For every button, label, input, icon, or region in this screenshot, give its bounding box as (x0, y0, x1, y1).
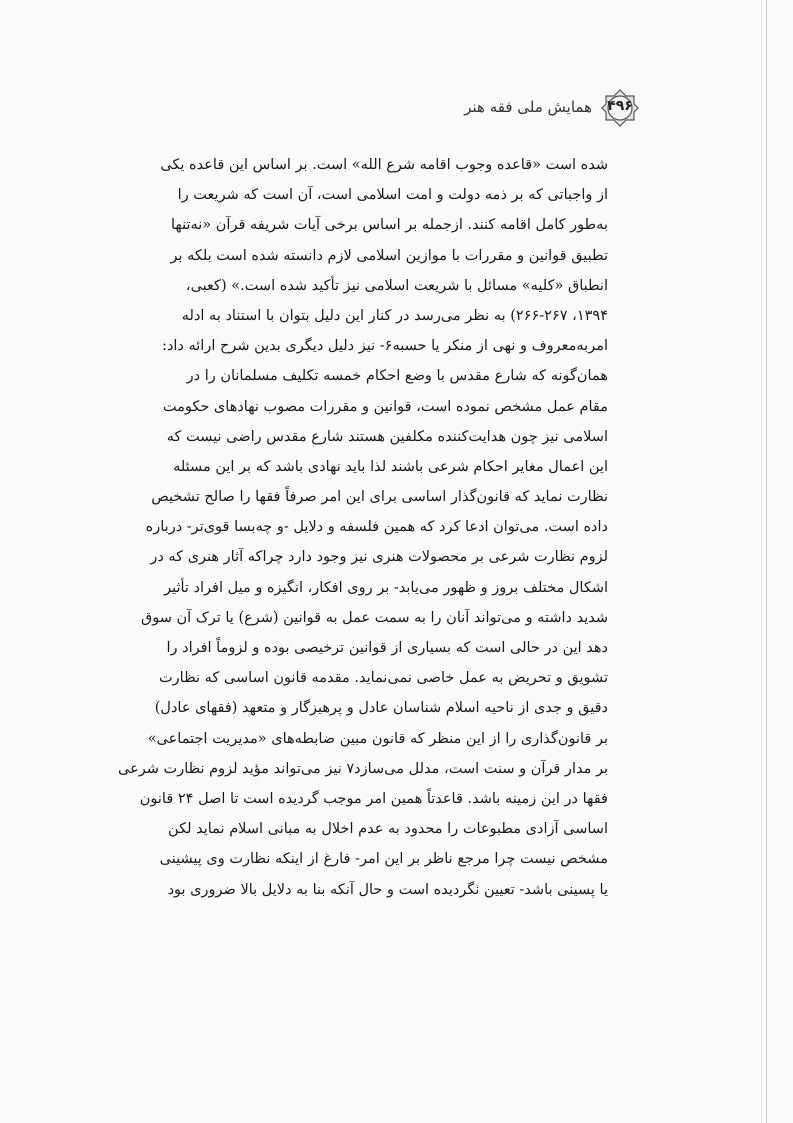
text-line: تشویق و تحریض به عمل خاصی نمی‌نماید. مقدمه قانون اساسی که نظارت (159, 670, 608, 687)
text-line: بر مدار قرآن و سنت است، مدلل می‌سازد۷ نیز می‌تواند مؤید لزوم نظارت شرعی (118, 760, 608, 777)
page-number: ۴۹۶ (607, 98, 633, 114)
text-line: دهد این در حالی است که بسیاری از قوانین ترخیصی بوده و لزوماً افراد را (166, 640, 608, 656)
text-line: یا پسینی باشد- تعیین نگردیده است و حال آنکه بنا به دلایل بالا ضروری بود (167, 881, 608, 898)
text-line: ۱۳۹۴، ۲۶۶-۲۶۷) به نظر می‌رسد در کنار این دلیل بتوان با استناد به ادله (181, 307, 608, 324)
text-line: از واجباتی که بر ذمه دولت و امت اسلامی است، آن است که شریعت را (177, 187, 608, 204)
page-header (440, 88, 640, 128)
running-title: همایش ملی فقه هنر (464, 98, 592, 116)
text-line: بر قانون‌گذاری را از این منظر که قانون مبین ضابطه‌های «مدیریت اجتماعی» (147, 730, 608, 747)
body-paragraph (118, 150, 608, 905)
text-line: دقیق و جدی از ناحیه اسلام شناسان عادل و پرهیزگار و متعهد (فقهای عادل) (154, 700, 608, 717)
text-line: نظارت نماید که قانون‌گذار اساسی برای این امر صرفاً فقها را صالح تشخیص (151, 489, 608, 506)
text-line: به‌طور کامل اقامه کنند. ازجمله بر اساس برخی آیات شریفه قرآن «نه‌تنها (170, 217, 608, 234)
text-line: فقها در این زمینه باشد. قاعدتاً همین امر موجب گردیده است تا اصل ۲۴ قانون (139, 790, 608, 807)
text-line: انطباق «کلیه» مسائل با شریعت اسلامی نیز تأکید شده است.» (کعبی، (185, 277, 608, 294)
text-line: این اعمال مغایر احکام شرعی باشند لذا باید نهادی باشد که بر این مسئله (173, 458, 608, 475)
text-line: مشخص نیست چرا مرجع ناظر بر این امر- فارغ از اینکه نظارت وی پیشینی (159, 851, 608, 868)
text-line: امربه‌معروف و نهی از منکر یا حسبه۶- نیز دلیل دیگری بدین شرح ارائه داد: (162, 338, 608, 355)
scan-edge-line (766, 0, 767, 1123)
text-line: تطبیق قوانین و مقررات با موازین اسلامی لازم دانسته شده است بلکه بر (170, 247, 608, 264)
scan-edge-line (761, 0, 762, 1123)
text-line: اساسی آزادی مطبوعات را محدود به عدم اخلال به مبانی اسلام نماید لکن (168, 821, 608, 838)
text-line: اسلامی نیز چون هدایت‌کننده مکلفین هستند شارع مقدس راضی نیست که (166, 428, 608, 445)
text-line: مقام عمل مشخص نموده است، قوانین و مقررات مصوب نهادهای حکومت (162, 398, 608, 415)
text-line: داده است. می‌توان ادعا کرد که همین فلسفه و دلایل -و چه‌بسا قوی‌تر- درباره (145, 519, 608, 536)
text-line: شدید داشته و می‌تواند آنان را به سمت عمل به قوانین (شرع) یا ترک آن سوق (140, 609, 608, 626)
text-line: لزوم نظارت شرعی بر محصولات هنری نیز وجود دارد چراکه آثار هنری که در (150, 549, 608, 566)
text-line: اشکال مختلف بروز و ظهور می‌یابد- بر روی افکار، انگیزه و میل افراد تأثیر (164, 579, 608, 596)
text-line: شده است «قاعده وجوب اقامه شرع الله» است. بر اساس این قاعده یکی (160, 157, 608, 173)
text-line: همان‌گونه که شارع مقدس با وضع احکام خمسه تکلیف مسلمانان را در (186, 368, 608, 385)
